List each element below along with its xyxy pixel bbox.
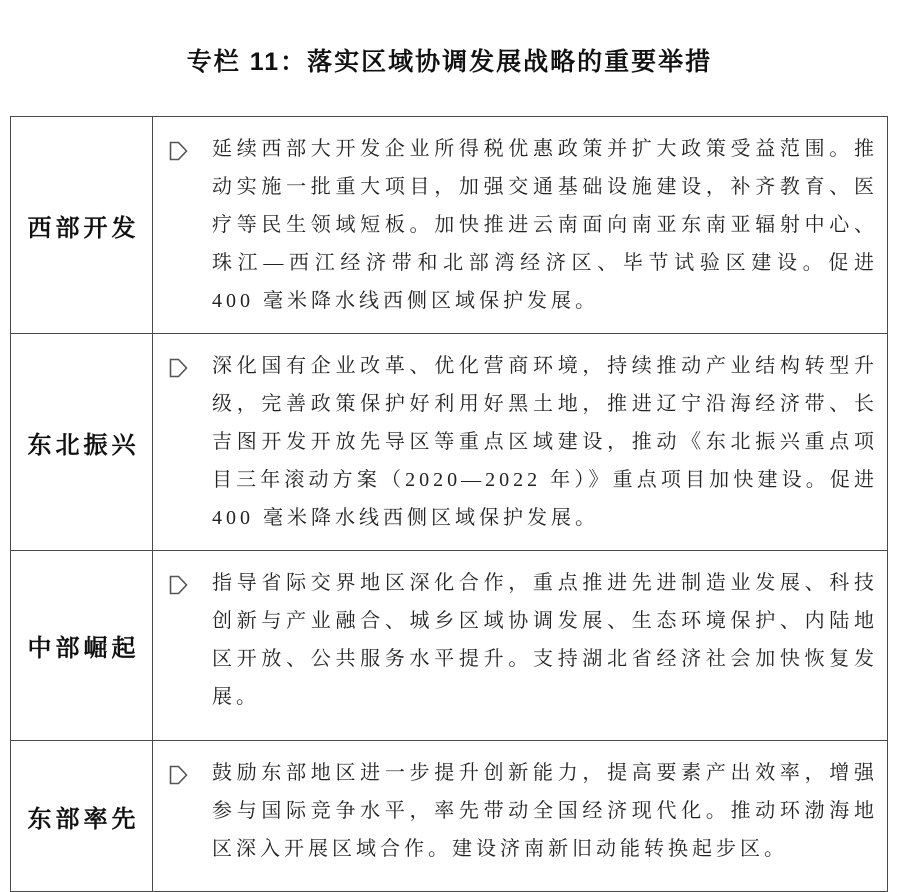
measures-table (10, 116, 888, 892)
row-content (153, 117, 887, 333)
row-text: 指导省际交界地区深化合作，重点推进先进制造业发展、科技创新与产业融合、城乡区域协调发展、生态环境保护、内陆地区开放、公共服务水平提升。支持湖北省经济社会加快恢复发展。 (212, 572, 878, 708)
row-text: 延续西部大开发企业所得税优惠政策并扩大政策受益范围。推动实施一批重大项目，加强交通基础设施建设，补齐教育、医疗等民生领域短板。加快推进云南面向南亚东南亚辐射中心、珠江—西江经济带和北部湾经济区、毕节试验区建设。促进 400 毫米降水线西侧区域保护发展。 (212, 138, 878, 312)
pentagon-arrow-right-icon (168, 573, 189, 597)
row-label: 东北振兴 (11, 334, 153, 550)
page-title: 专栏 11：落实区域协调发展战略的重要举措 (186, 48, 713, 76)
row-content (153, 551, 887, 740)
row-label: 中部崛起 (11, 551, 153, 740)
table-row (11, 333, 887, 550)
table-row (11, 740, 887, 891)
pentagon-arrow-right-icon (168, 356, 189, 380)
pentagon-arrow-right-icon (168, 139, 189, 163)
table-row (11, 117, 887, 333)
row-text: 深化国有企业改革、优化营商环境，持续推动产业结构转型升级，完善政策保护好利用好黑土地，推进辽宁沿海经济带、长吉图开发开放先导区等重点区域建设，推动《东北振兴重点项目三年滚动方案（2020—2022 年）》重点项目加快建设。促进 400 毫米降水线西侧区域保护发展。 (212, 355, 878, 529)
row-content (153, 334, 887, 550)
row-text: 鼓励东部地区进一步提升创新能力，提高要素产出效率，增强参与国际竞争水平，率先带动全国经济现代化。推动环渤海地区深入开展区域合作。建设济南新旧动能转换起步区。 (212, 762, 878, 860)
row-label: 西部开发 (11, 117, 153, 333)
table-row (11, 550, 887, 740)
pentagon-arrow-right-icon (168, 763, 189, 787)
row-label: 东部率先 (11, 741, 153, 891)
row-content (153, 741, 887, 891)
